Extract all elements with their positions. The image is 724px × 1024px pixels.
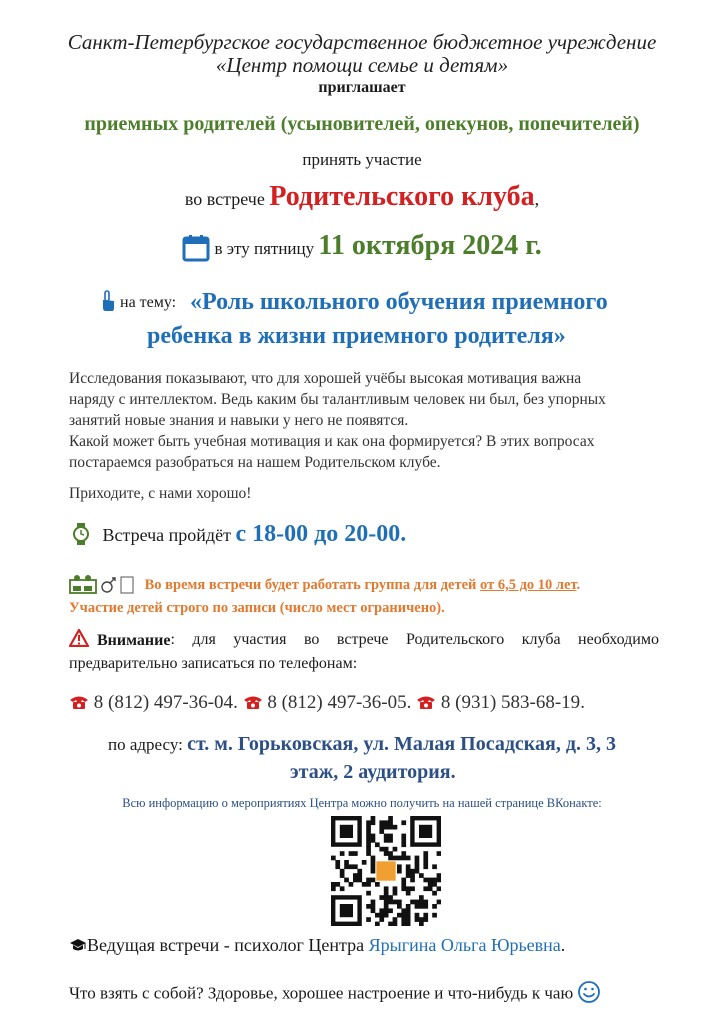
attention-lead: [69, 629, 170, 653]
qr-module: [353, 873, 358, 878]
qr-module: [384, 886, 389, 891]
qr-module: [388, 834, 393, 839]
qr-module: [366, 882, 371, 887]
qr-code-graphic: [331, 816, 441, 926]
qr-module: [340, 886, 345, 891]
attention-line-1: [69, 629, 659, 653]
topic-prefix-row: [100, 290, 176, 317]
qr-module: [406, 922, 411, 926]
qr-module: [331, 882, 336, 887]
qr-module: [423, 878, 428, 883]
qr-module: [371, 860, 376, 865]
phone-sep: .: [406, 692, 412, 713]
bring-text: Что взять с собой? Здоровье, хорошее настроение и что-нибудь к чаю: [69, 983, 574, 1003]
qr-module: [366, 838, 371, 843]
qr-finder: [340, 904, 353, 917]
qr-module: [432, 913, 437, 918]
qr-module: [423, 900, 428, 905]
phone-item[interactable]: [416, 692, 585, 713]
qr-module: [432, 891, 437, 896]
qr-module: [410, 900, 415, 905]
qr-module: [388, 825, 393, 830]
qr-module: [406, 913, 411, 918]
qr-module: [384, 895, 389, 900]
qr-logo: [376, 861, 395, 880]
qr-module: [366, 847, 371, 852]
qr-module: [371, 820, 376, 825]
qr-module: [437, 878, 441, 883]
phone-item[interactable]: [243, 692, 417, 713]
qr-module: [415, 900, 420, 905]
qr-module: [393, 922, 398, 926]
qr-code[interactable]: [331, 816, 441, 926]
qr-module: [432, 864, 437, 869]
topic-line-2: ребенка в жизни приемного родителя»: [147, 323, 566, 349]
qr-module: [379, 829, 384, 834]
qr-module: [388, 856, 393, 861]
host-end: .: [560, 935, 566, 955]
address-text-1: ст. м. Горьковская, ул. Малая Посадская, д. 3, 3: [187, 733, 616, 755]
qr-module: [419, 922, 424, 926]
qr-module: [357, 878, 362, 883]
qr-module: [384, 834, 389, 839]
qr-module: [366, 904, 371, 909]
para-line-5: постараемся разобраться на нашем Родительском клубе.: [69, 454, 441, 471]
qr-module: [366, 891, 371, 896]
qr-module: [397, 856, 402, 861]
qr-module: [340, 851, 345, 856]
qr-module: [397, 904, 402, 909]
phone-icon: [416, 693, 436, 707]
kids-line-2: Участие детей строго по записи (число мест ограничено).: [69, 600, 445, 616]
qr-module: [401, 878, 406, 883]
qr-module: [432, 878, 437, 883]
pointing-hand-icon: [100, 290, 116, 317]
invites-text: приглашает: [318, 79, 406, 96]
date-line: [0, 230, 724, 267]
qr-module: [401, 820, 406, 825]
qr-module: [423, 856, 428, 861]
org-line-2: «Центр помощи семье и детям»: [215, 53, 509, 77]
qr-module: [379, 895, 384, 900]
qr-module: [401, 917, 406, 922]
watch-icon: [72, 523, 90, 550]
qr-module: [384, 838, 389, 843]
qr-module: [437, 886, 441, 891]
qr-module: [419, 895, 424, 900]
qr-module: [388, 820, 393, 825]
phone-number: 8 (812) 497-36-04: [93, 692, 234, 713]
qr-module: [331, 856, 336, 861]
qr-module: [401, 856, 406, 861]
topic-line-1: «Роль школьного обучения приемного: [190, 289, 608, 315]
qr-module: [388, 895, 393, 900]
qr-module: [388, 816, 393, 821]
qr-module: [344, 878, 349, 883]
qr-module: [406, 886, 411, 891]
meeting-date: 11 октября 2024 г.: [318, 230, 542, 261]
qr-module: [375, 842, 380, 847]
qr-module: [410, 886, 415, 891]
qr-module: [393, 900, 398, 905]
qr-module: [401, 842, 406, 847]
qr-module: [428, 878, 433, 883]
host-name: Ярыгина Ольга Юрьевна: [368, 935, 561, 955]
qr-module: [406, 908, 411, 913]
qr-module: [397, 913, 402, 918]
qr-module: [379, 913, 384, 918]
phone-icon: [69, 693, 89, 707]
qr-module: [340, 869, 345, 874]
qr-module: [371, 869, 376, 874]
qr-module: [406, 917, 411, 922]
qr-module: [393, 847, 398, 852]
family-icon: [69, 572, 137, 599]
qr-module: [401, 882, 406, 887]
host-line: [69, 935, 565, 957]
attention-text-1: : для участия во встрече Родительского клуба необходимо: [170, 631, 659, 648]
qr-module: [366, 917, 371, 922]
address-prefix: по адресу:: [108, 735, 183, 754]
qr-module: [366, 825, 371, 830]
qr-module: [397, 900, 402, 905]
para-line-3: занятий новые знания и навыки у него не появятся.: [69, 412, 409, 429]
qr-module: [428, 882, 433, 887]
qr-module: [384, 820, 389, 825]
qr-module: [384, 913, 389, 918]
qr-module: [366, 878, 371, 883]
kids-ages: от 6,5 до 10 лет: [480, 576, 577, 593]
qr-module: [437, 851, 441, 856]
para-line-2: наряду с интеллектом. Ведь каким бы талантливым человек ни был, без упорных: [69, 391, 606, 408]
qr-module: [371, 834, 376, 839]
qr-module: [419, 904, 424, 909]
address-line-1: [0, 733, 724, 756]
qr-module: [406, 869, 411, 874]
smiley-icon: [577, 980, 601, 1009]
qr-module: [335, 860, 340, 865]
time-range: с 18-00 до 20-00.: [235, 521, 407, 547]
meeting-prefix: во встрече: [184, 189, 265, 209]
attention-line-2: предварительно записаться по телефонам:: [69, 655, 358, 672]
qr-module: [393, 825, 398, 830]
kids-prefix: Во время встречи будет работать группа для детей: [144, 576, 477, 593]
kids-line-1: [69, 572, 580, 599]
org-line-1: Санкт-Петербургское государственное бюджетное учреждение: [67, 30, 657, 54]
qr-module: [423, 886, 428, 891]
qr-module: [353, 864, 358, 869]
qr-module: [415, 860, 420, 865]
qr-module: [349, 851, 354, 856]
qr-module: [371, 904, 376, 909]
qr-module: [340, 873, 345, 878]
qr-module: [388, 900, 393, 905]
qr-module: [362, 882, 367, 887]
qr-module: [357, 869, 362, 874]
qr-module: [362, 860, 367, 865]
qr-module: [410, 873, 415, 878]
phone-number: 8 (931) 583-68-19: [440, 692, 581, 713]
qr-module: [335, 882, 340, 887]
qr-module: [401, 838, 406, 843]
body-paragraph: [69, 368, 661, 473]
qr-module: [401, 922, 406, 926]
qr-module: [375, 913, 380, 918]
qr-module: [401, 886, 406, 891]
phone-item[interactable]: [69, 692, 243, 713]
time-line: [72, 521, 406, 550]
qr-module: [406, 904, 411, 909]
graduation-cap-icon: [69, 936, 87, 957]
welcome-text: Приходите, с нами хорошо!: [69, 485, 252, 502]
qr-module: [344, 864, 349, 869]
qr-module: [384, 904, 389, 909]
para-line-4: Какой может быть учебная мотивация и как она формируется? В этих вопросах: [69, 433, 595, 450]
qr-module: [401, 834, 406, 839]
qr-module: [379, 917, 384, 922]
qr-module: [406, 891, 411, 896]
qr-module: [384, 908, 389, 913]
qr-module: [353, 878, 358, 883]
kids-end: .: [576, 576, 581, 593]
qr-module: [384, 851, 389, 856]
qr-module: [415, 917, 420, 922]
qr-module: [349, 882, 354, 887]
audience-text: приемных родителей (усыновителей, опекунов, попечителей): [84, 113, 640, 135]
qr-module: [428, 886, 433, 891]
qr-module: [371, 908, 376, 913]
attention-label: Внимание: [97, 631, 171, 649]
qr-module: [415, 904, 420, 909]
qr-module: [437, 873, 441, 878]
qr-module: [423, 864, 428, 869]
phones-row: [69, 692, 585, 714]
qr-module: [406, 856, 411, 861]
qr-module: [423, 904, 428, 909]
qr-module: [384, 900, 389, 905]
qr-module: [331, 886, 336, 891]
qr-module: [371, 900, 376, 905]
address-line-2: этаж, 2 аудитория.: [290, 761, 456, 783]
qr-module: [410, 878, 415, 883]
qr-module: [419, 873, 424, 878]
qr-module: [406, 873, 411, 878]
qr-module: [384, 825, 389, 830]
qr-module: [353, 851, 358, 856]
phone-icon: [243, 693, 263, 707]
time-prefix: Встреча пройдёт: [102, 525, 231, 545]
bring-line: [69, 980, 601, 1009]
qr-finder: [419, 825, 432, 838]
qr-module: [371, 864, 376, 869]
qr-module: [375, 882, 380, 887]
warning-icon: [69, 629, 89, 653]
qr-module: [401, 913, 406, 918]
qr-module: [397, 864, 402, 869]
qr-module: [401, 851, 406, 856]
qr-module: [419, 917, 424, 922]
qr-module: [371, 856, 376, 861]
participate-text: принять участие: [302, 150, 422, 169]
qr-module: [366, 834, 371, 839]
qr-module: [415, 864, 420, 869]
para-line-1: Исследования показывают, что для хорошей учёбы высокая мотивация важна: [69, 370, 582, 387]
qr-module: [415, 869, 420, 874]
qr-module: [410, 869, 415, 874]
qr-module: [415, 913, 420, 918]
qr-module: [366, 851, 371, 856]
qr-module: [437, 900, 441, 905]
qr-module: [423, 860, 428, 865]
qr-module: [366, 820, 371, 825]
qr-module: [423, 913, 428, 918]
attention-block: [69, 629, 659, 674]
qr-module: [432, 882, 437, 887]
qr-module: [423, 917, 428, 922]
qr-module: [384, 847, 389, 852]
qr-module: [401, 908, 406, 913]
qr-finder: [340, 825, 353, 838]
qr-module: [357, 873, 362, 878]
qr-module: [388, 922, 393, 926]
qr-module: [432, 904, 437, 909]
qr-module: [371, 838, 376, 843]
topic-prefix: на тему:: [120, 294, 177, 312]
qr-module: [397, 869, 402, 874]
qr-module: [371, 816, 376, 821]
meeting-line: [0, 181, 724, 213]
qr-module: [335, 864, 340, 869]
day-prefix: в эту пятницу: [214, 239, 315, 258]
qr-module: [415, 856, 420, 861]
qr-module: [375, 922, 380, 926]
qr-module: [423, 851, 428, 856]
vk-note: Всю информацию о мероприятиях Центра можно получить на нашей странице ВКонакте:: [122, 796, 602, 810]
phone-sep: .: [580, 692, 585, 713]
qr-module: [393, 856, 398, 861]
qr-module: [379, 847, 384, 852]
qr-module: [419, 900, 424, 905]
qr-module: [393, 917, 398, 922]
qr-module: [379, 825, 384, 830]
qr-module: [406, 864, 411, 869]
calendar-icon: [182, 234, 210, 267]
qr-module: [388, 838, 393, 843]
qr-module: [366, 829, 371, 834]
qr-module: [371, 878, 376, 883]
phone-sep: .: [233, 692, 238, 713]
qr-module: [393, 891, 398, 896]
meeting-comma: ,: [534, 189, 540, 209]
qr-module: [379, 820, 384, 825]
qr-module: [384, 891, 389, 896]
phone-number: 8 (812) 497-36-05: [267, 692, 407, 713]
host-prefix: Ведущая встречи - психолог Центра: [87, 935, 365, 955]
qr-module: [349, 864, 354, 869]
qr-module: [393, 886, 398, 891]
qr-module: [388, 851, 393, 856]
club-name: Родительского клуба: [269, 181, 535, 212]
qr-module: [379, 908, 384, 913]
qr-module: [388, 908, 393, 913]
qr-module: [344, 860, 349, 865]
qr-module: [366, 842, 371, 847]
